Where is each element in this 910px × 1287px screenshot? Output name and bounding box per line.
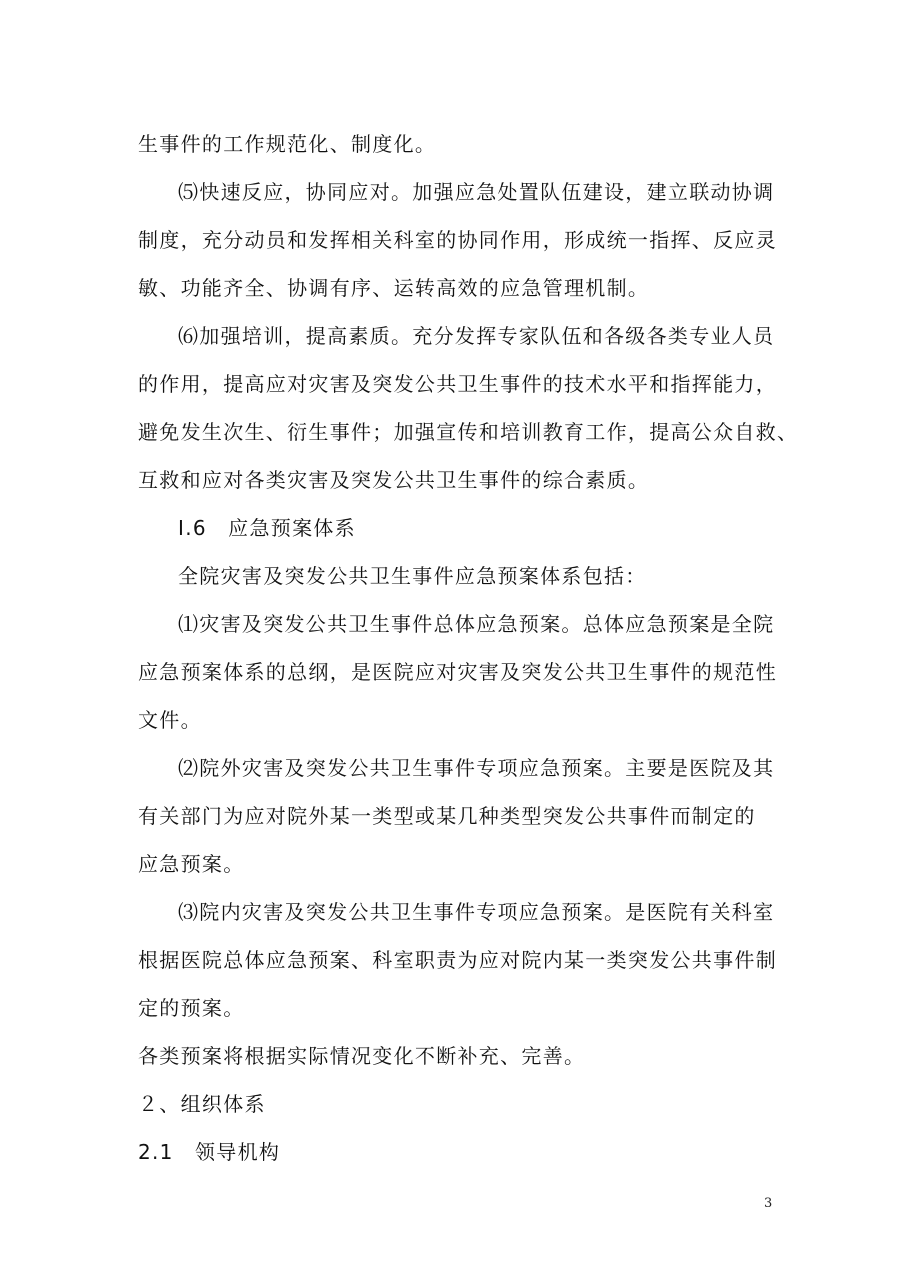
text-line-5: ⑹加强培训，提高素质。充分发挥专家队伍和各级各类专业人员 [178, 324, 775, 348]
text-line-19: 定的预案。 [138, 996, 245, 1020]
text-line-14: ⑵院外灾害及突发公共卫生事件专项应急预案。主要是医院及其 [178, 756, 775, 780]
text-line-17: ⑶院内灾害及突发公共卫生事件专项应急预案。是医院有关科室 [178, 900, 775, 924]
text-line-8: 互救和应对各类灾害及突发公共卫生事件的综合素质。 [138, 468, 650, 492]
text-line-6: 的作用，提高应对灾害及突发公共卫生事件的技术水平和指挥能力， [138, 372, 777, 396]
section-heading-1-6: I.6 应急预案体系 [178, 516, 356, 540]
text-line-1: 生事件的工作规范化、制度化。 [138, 132, 437, 156]
section-heading-2-1: 2.1 领导机构 [138, 1140, 281, 1164]
text-line-15: 有关部门为应对院外某一类型或某几种类型突发公共事件而制定的 [138, 804, 756, 828]
text-line-10: 全院灾害及突发公共卫生事件应急预案体系包括： [178, 564, 647, 588]
text-line-4: 敏、功能齐全、协调有序、运转高效的应急管理机制。 [138, 276, 650, 300]
text-line-12: 应急预案体系的总纲，是医院应对灾害及突发公共卫生事件的规范性 [138, 660, 777, 684]
text-line-16: 应急预案。 [138, 852, 245, 876]
text-line-18: 根据医院总体应急预案、科室职责为应对院内某一类突发公共事件制 [138, 948, 777, 972]
page-number: 3 [764, 1196, 773, 1211]
text-line-13: 文件。 [138, 708, 202, 732]
text-line-20: 各类预案将根据实际情况变化不断补充、完善。 [138, 1044, 586, 1068]
text-line-7: 避免发生次生、衍生事件；加强宣传和培训教育工作，提高公众自救、 [138, 420, 799, 444]
text-line-2: ⑸快速反应，协同应对。加强应急处置队伍建设，建立联动协调 [178, 180, 775, 204]
text-line-3: 制度，充分动员和发挥相关科室的协同作用，形成统一指挥、反应灵 [138, 228, 777, 252]
section-heading-2: ２、组织体系 [138, 1092, 266, 1116]
text-line-11: ⑴灾害及突发公共卫生事件总体应急预案。总体应急预案是全院 [178, 612, 775, 636]
